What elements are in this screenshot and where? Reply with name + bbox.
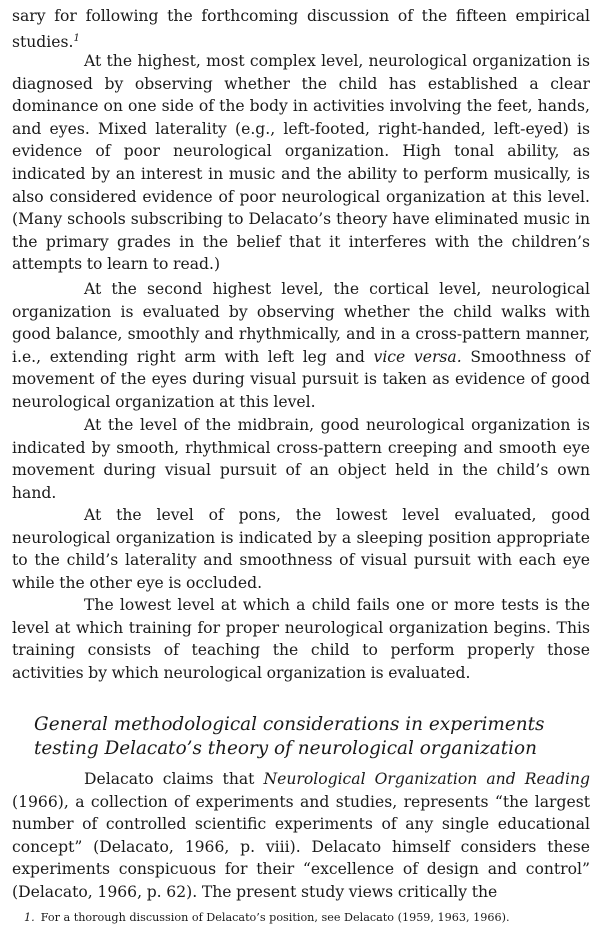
paragraph-cortical-level — [12, 278, 590, 414]
intro-text: sary for following the forthcoming discussion of the fifteen empirical studies. — [12, 7, 590, 51]
claims-text-b: (1966), a collection of experiments and studies, represents “the largest number of controlled scientific experiments of any single educational concept” (Delacato, 1966, p. viii). Delacato himself considers these experiments conspicuous for their “excellence of design and control” (Delacato, 1966, p. 62). The present study views critically the — [12, 792, 590, 901]
paragraph-lowest-level: The lowest level at which a child fails one or more tests is the level at which training for proper neurological organization begins. This training consists of teaching the child to perform properly those activities by which neurological organization is evaluated. — [12, 596, 590, 682]
footnote-text: For a thorough discussion of Delacato’s position, see Delacato (1959, 1963, 1966). — [40, 911, 510, 924]
paragraph-intro — [12, 5, 590, 53]
paragraph-highest-level: At the highest, most complex level, neurological organization is diagnosed by observing whether the child has established a clear dominance on one side of the body in activities involving the feet, hands, and eyes. Mixed laterality (e.g., left-footed, right-handed, left-eyed) is evidence of poor neurological organization. High tonal ability, as indicated by an interest in music and the ability to perform musically, is also considered evidence of poor neurological organization at this level. (Many schools subscribing to Delacato’s theory have eliminated music in the primary grades in the belief that it interferes with the children’s attempts to learn to read.) — [12, 52, 590, 274]
cortical-text-b: Smoothness of movement of the eyes during visual pursuit is taken as evidence of good neurological organization at this level. — [12, 347, 590, 411]
paragraph-pons-level: At the level of pons, the lowest level evaluated, good neurological organization is indicated by a sleeping position appropriate to the child’s laterality and smoothness of visual pursuit with each eye while the other eye is occluded. — [12, 506, 590, 592]
section-heading — [34, 713, 594, 760]
footnote-number: 1. — [24, 911, 35, 924]
cortical-text-a: At the second highest level, the cortical level, neurological organization is evaluated by observing whether the child walks with good balance, smoothly and rhythmically, and in a cross-pattern manner, i.e., extending right arm with left leg and — [12, 280, 590, 366]
vice-versa-emphasis: vice versa. — [373, 347, 462, 366]
section-heading-line-2: testing Delacato’s theory of neurological organization — [34, 737, 537, 759]
footnote-reference: 1 — [73, 32, 80, 44]
footnote — [24, 911, 594, 925]
book-title: Neurological Organization and Reading — [263, 770, 590, 788]
section-heading-line-1: General methodological considerations in experiments — [34, 714, 545, 735]
claims-text-a: Delacato claims that — [84, 770, 255, 788]
paragraph-delacato-claims — [12, 768, 590, 904]
paragraph-midbrain-level: At the level of the midbrain, good neurological organization is indicated by smooth, rhythmical cross-pattern creeping and smooth eye movement during visual pursuit of an object held in the child’s own hand. — [12, 416, 590, 502]
